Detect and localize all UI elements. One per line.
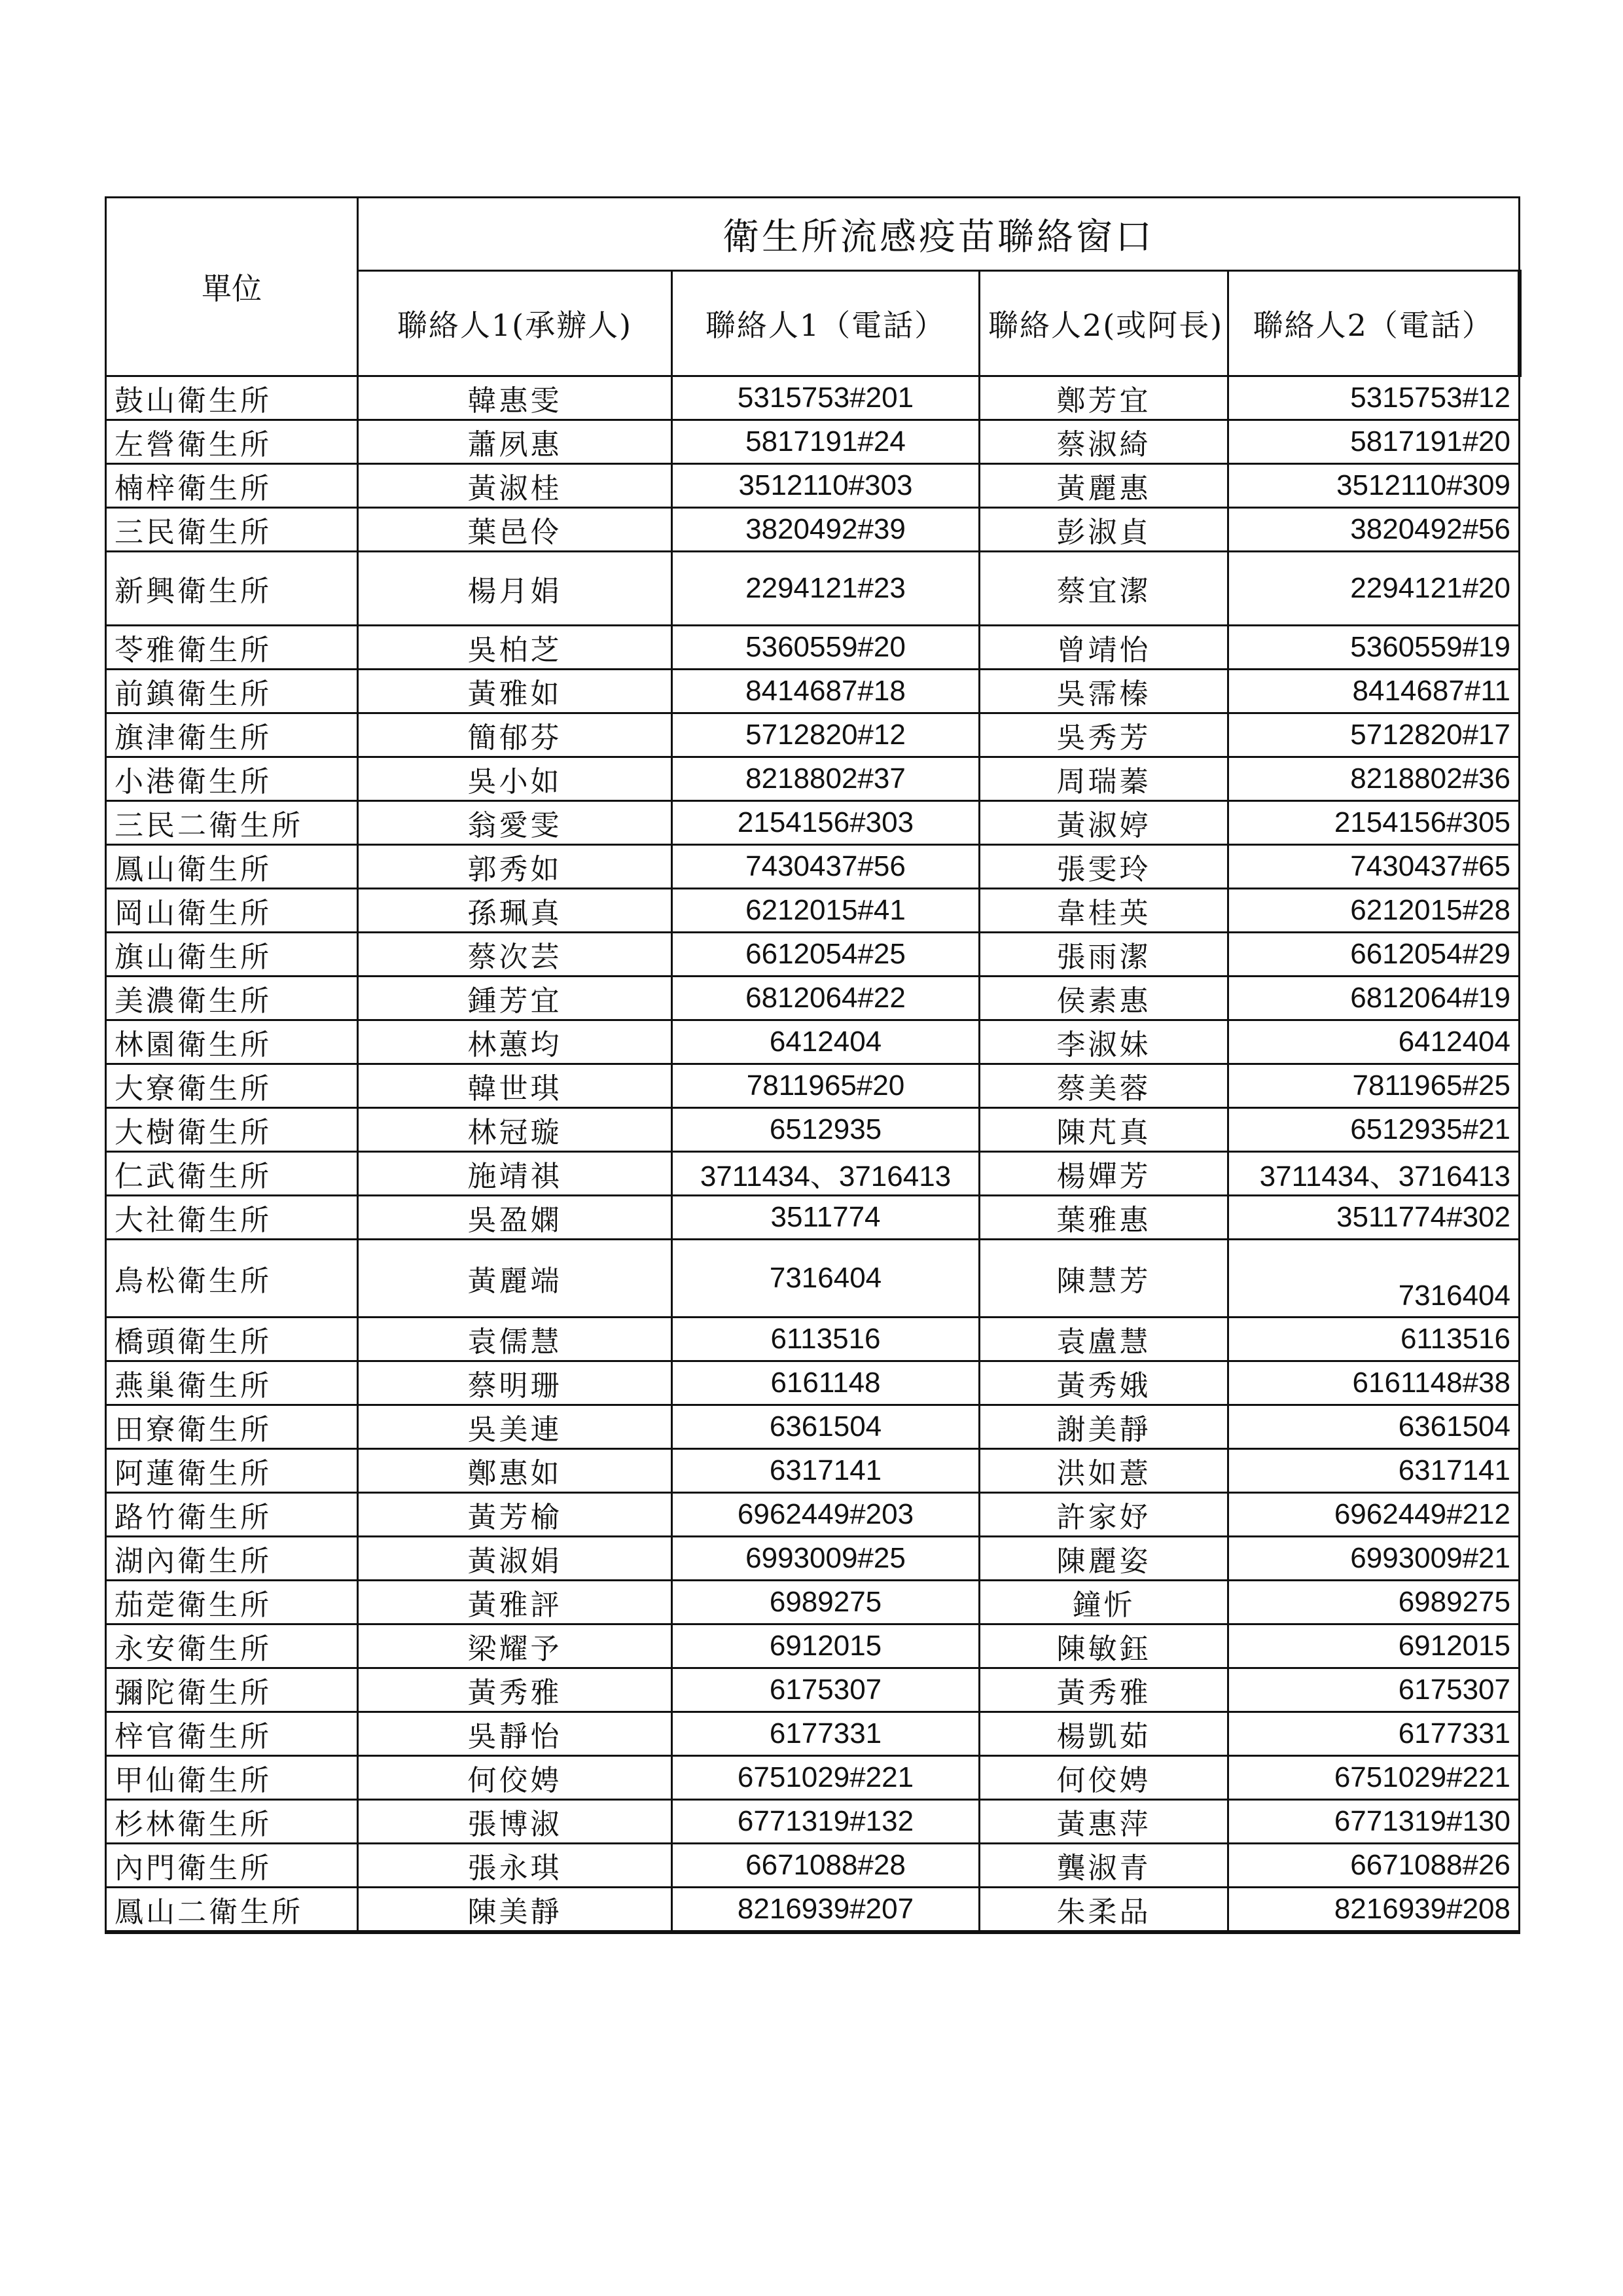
contact1-name-cell: 吳小如 [358,757,672,801]
contact1-name-cell: 黃秀雅 [358,1668,672,1712]
table-row [106,376,1520,420]
contact2-name-cell: 陳慧芳 [980,1240,1228,1318]
table-row [106,801,1520,845]
contact2-name-cell: 黃淑婷 [980,801,1228,845]
table-row [106,977,1520,1020]
contact1-phone-cell: 6912015 [672,1624,980,1668]
contact1-phone-cell: 6771319#132 [672,1800,980,1844]
contact1-phone-cell: 6361504 [672,1405,980,1449]
table-body [106,376,1520,1933]
contact1-phone-cell: 6962449#203 [672,1493,980,1537]
table-row [106,552,1520,626]
unit-cell: 燕巢衛生所 [106,1361,358,1405]
contact1-name-cell: 黃淑娟 [358,1537,672,1581]
contact1-phone-cell: 6993009#25 [672,1537,980,1581]
contact2-phone-cell: 5817191#20 [1228,420,1520,464]
table-row [106,1712,1520,1756]
contact1-phone-cell: 3511774 [672,1196,980,1240]
contact1-name-cell: 孫珮真 [358,889,672,933]
table-row [106,464,1520,508]
contact1-name-cell: 蕭夙惠 [358,420,672,464]
contact1-phone-cell: 8414687#18 [672,670,980,713]
unit-cell: 阿蓮衛生所 [106,1449,358,1493]
contact2-phone-cell: 3820492#56 [1228,508,1520,552]
table-row [106,757,1520,801]
unit-cell: 永安衛生所 [106,1624,358,1668]
contact2-name-cell: 陳敏鈺 [980,1624,1228,1668]
contact1-phone-cell: 5315753#201 [672,376,980,420]
contact1-name-cell: 吳美連 [358,1405,672,1449]
contact2-phone-cell: 6912015 [1228,1624,1520,1668]
table-title: 衛生所流感疫苗聯絡窗口 [358,198,1520,271]
contact1-phone-cell: 2154156#303 [672,801,980,845]
contact1-name-cell: 林蕙均 [358,1020,672,1064]
table-row [106,889,1520,933]
contact1-name-cell: 黃淑桂 [358,464,672,508]
contact1-phone-cell: 2294121#23 [672,552,980,626]
table-row [106,1196,1520,1240]
contact1-name-cell: 葉邑伶 [358,508,672,552]
contact1-name-cell: 鄭惠如 [358,1449,672,1493]
contact1-phone-cell: 6317141 [672,1449,980,1493]
contact2-name-cell: 陳芃真 [980,1108,1228,1152]
unit-cell: 茄萣衛生所 [106,1581,358,1624]
unit-cell: 彌陀衛生所 [106,1668,358,1712]
contact2-phone-cell: 6812064#19 [1228,977,1520,1020]
contact2-name-cell: 許家妤 [980,1493,1228,1537]
unit-cell: 林園衛生所 [106,1020,358,1064]
contact1-name-cell: 簡郁芬 [358,713,672,757]
contact2-name-cell: 鐘忻 [980,1581,1228,1624]
table-row [106,1800,1520,1844]
contact2-name-cell: 陳麗姿 [980,1537,1228,1581]
table-row [106,1020,1520,1064]
contact2-name-cell: 黃惠萍 [980,1800,1228,1844]
table-row [106,1108,1520,1152]
contact1-name-header: 聯絡人1(承辦人) [358,271,672,376]
contact2-name-cell: 蔡淑綺 [980,420,1228,464]
unit-cell: 內門衛生所 [106,1844,358,1888]
contact1-name-cell: 韓世琪 [358,1064,672,1108]
table-row [106,1844,1520,1888]
contact1-phone-cell: 6412404 [672,1020,980,1064]
contact2-phone-cell: 6962449#212 [1228,1493,1520,1537]
contact1-phone-header: 聯絡人1（電話） [672,271,980,376]
contact2-phone-cell: 2294121#20 [1228,552,1520,626]
table-row [106,420,1520,464]
contact2-phone-cell: 5712820#17 [1228,713,1520,757]
contact1-name-cell: 郭秀如 [358,845,672,889]
unit-cell: 鳳山二衛生所 [106,1888,358,1933]
contact1-phone-cell: 5817191#24 [672,420,980,464]
contact2-phone-cell: 6412404 [1228,1020,1520,1064]
table-row [106,1064,1520,1108]
contact1-name-cell: 黃雅評 [358,1581,672,1624]
contact2-phone-cell: 6161148#38 [1228,1361,1520,1405]
contact2-name-cell: 龔淑青 [980,1844,1228,1888]
table-row [106,933,1520,977]
contact2-name-cell: 黃秀娥 [980,1361,1228,1405]
contact2-phone-cell: 6113516 [1228,1318,1520,1361]
contact1-phone-cell: 6175307 [672,1668,980,1712]
table-row [106,1888,1520,1933]
contact2-phone-cell: 3512110#309 [1228,464,1520,508]
contact2-phone-header: 聯絡人2（電話） [1228,271,1520,376]
flu-vaccine-contact-table [105,196,1522,1934]
contact2-name-cell: 彭淑貞 [980,508,1228,552]
contact1-phone-cell: 6671088#28 [672,1844,980,1888]
unit-cell: 大寮衛生所 [106,1064,358,1108]
unit-cell: 楠梓衛生所 [106,464,358,508]
contact1-name-cell: 黃芳榆 [358,1493,672,1537]
contact1-phone-cell: 6177331 [672,1712,980,1756]
contact1-phone-cell: 6612054#25 [672,933,980,977]
table-row [106,1668,1520,1712]
contact1-name-cell: 蔡次芸 [358,933,672,977]
contact2-name-header: 聯絡人2(或阿長) [980,271,1228,376]
contact2-name-cell: 蔡美蓉 [980,1064,1228,1108]
unit-cell: 大社衛生所 [106,1196,358,1240]
contact2-name-cell: 楊嬋芳 [980,1152,1228,1196]
contact2-phone-cell: 8414687#11 [1228,670,1520,713]
contact2-phone-cell: 6771319#130 [1228,1800,1520,1844]
contact2-phone-cell: 6989275 [1228,1581,1520,1624]
contact2-phone-cell: 5360559#19 [1228,626,1520,670]
contact2-phone-cell: 8216939#208 [1228,1888,1520,1933]
contact2-name-cell: 周瑞蓁 [980,757,1228,801]
contact2-name-cell: 張雯玲 [980,845,1228,889]
contact2-phone-cell: 6612054#29 [1228,933,1520,977]
contact1-phone-cell: 6161148 [672,1361,980,1405]
unit-cell: 梓官衛生所 [106,1712,358,1756]
contact2-phone-cell: 6993009#21 [1228,1537,1520,1581]
contact2-name-cell: 袁盧慧 [980,1318,1228,1361]
title-row [106,198,1520,271]
contact2-phone-cell: 6212015#28 [1228,889,1520,933]
contact2-name-cell: 侯素惠 [980,977,1228,1020]
unit-cell: 美濃衛生所 [106,977,358,1020]
contact1-phone-cell: 3512110#303 [672,464,980,508]
contact2-name-cell: 吳秀芳 [980,713,1228,757]
unit-cell: 前鎮衛生所 [106,670,358,713]
contact2-name-cell: 謝美靜 [980,1405,1228,1449]
contact1-name-cell: 施靖祺 [358,1152,672,1196]
unit-cell: 橋頭衛生所 [106,1318,358,1361]
table-row [106,1756,1520,1800]
contact2-name-cell: 洪如薏 [980,1449,1228,1493]
contact2-phone-cell: 3711434、3716413 [1228,1152,1520,1196]
table-row [106,1449,1520,1493]
contact1-name-cell: 吳盈嫻 [358,1196,672,1240]
contact2-phone-cell: 3511774#302 [1228,1196,1520,1240]
contact1-name-cell: 張博淑 [358,1800,672,1844]
unit-cell: 左營衛生所 [106,420,358,464]
contact1-phone-cell: 7430437#56 [672,845,980,889]
contact1-name-cell: 蔡明珊 [358,1361,672,1405]
contact1-name-cell: 黃麗端 [358,1240,672,1318]
table-row [106,1361,1520,1405]
contact2-name-cell: 朱柔品 [980,1888,1228,1933]
unit-cell: 杉林衛生所 [106,1800,358,1844]
unit-cell: 大樹衛生所 [106,1108,358,1152]
contact2-name-cell: 楊凱茹 [980,1712,1228,1756]
contact1-phone-cell: 7811965#20 [672,1064,980,1108]
contact1-phone-cell: 6512935 [672,1108,980,1152]
unit-cell: 路竹衛生所 [106,1493,358,1537]
table-row [106,1624,1520,1668]
contact2-phone-cell: 6751029#221 [1228,1756,1520,1800]
table-row [106,508,1520,552]
unit-cell: 仁武衛生所 [106,1152,358,1196]
contact1-name-cell: 林冠璇 [358,1108,672,1152]
contact2-phone-cell: 6175307 [1228,1668,1520,1712]
contact-sheet [105,196,1518,1934]
table-row [106,670,1520,713]
unit-cell: 鼓山衛生所 [106,376,358,420]
contact2-name-cell: 鄭芳宜 [980,376,1228,420]
unit-cell: 三民衛生所 [106,508,358,552]
contact2-phone-cell: 7430437#65 [1228,845,1520,889]
table-row [106,1318,1520,1361]
contact1-phone-cell: 8216939#207 [672,1888,980,1933]
unit-cell: 旗津衛生所 [106,713,358,757]
contact2-phone-cell: 6671088#26 [1228,1844,1520,1888]
contact1-name-cell: 鍾芳宜 [358,977,672,1020]
table-row [106,1493,1520,1537]
unit-cell: 岡山衛生所 [106,889,358,933]
contact2-name-cell: 曾靖怡 [980,626,1228,670]
contact1-phone-cell: 6989275 [672,1581,980,1624]
contact1-name-cell: 翁愛雯 [358,801,672,845]
unit-cell: 田寮衛生所 [106,1405,358,1449]
unit-cell: 新興衛生所 [106,552,358,626]
table-row [106,1537,1520,1581]
contact2-name-cell: 韋桂英 [980,889,1228,933]
unit-cell: 三民二衛生所 [106,801,358,845]
unit-column-header: 單位 [106,198,358,376]
contact1-phone-cell: 7316404 [672,1240,980,1318]
table-row [106,1240,1520,1318]
contact1-phone-cell: 6751029#221 [672,1756,980,1800]
contact1-phone-cell: 6812064#22 [672,977,980,1020]
contact2-name-cell: 李淑妹 [980,1020,1228,1064]
contact1-phone-cell: 6212015#41 [672,889,980,933]
contact1-name-cell: 陳美靜 [358,1888,672,1933]
contact1-phone-cell: 5360559#20 [672,626,980,670]
contact2-phone-cell: 8218802#36 [1228,757,1520,801]
contact1-phone-cell: 5712820#12 [672,713,980,757]
contact1-name-cell: 黃雅如 [358,670,672,713]
unit-cell: 小港衛生所 [106,757,358,801]
table-row [106,713,1520,757]
contact2-name-cell: 黃麗惠 [980,464,1228,508]
unit-cell: 旗山衛生所 [106,933,358,977]
table-row [106,1152,1520,1196]
contact2-name-cell: 蔡宜潔 [980,552,1228,626]
contact2-name-cell: 何佼娉 [980,1756,1228,1800]
unit-cell: 湖內衛生所 [106,1537,358,1581]
contact2-name-cell: 葉雅惠 [980,1196,1228,1240]
table-row [106,626,1520,670]
unit-cell: 甲仙衛生所 [106,1756,358,1800]
contact2-name-cell: 張雨潔 [980,933,1228,977]
unit-cell: 苓雅衛生所 [106,626,358,670]
contact1-phone-cell: 3820492#39 [672,508,980,552]
contact2-phone-cell: 2154156#305 [1228,801,1520,845]
contact2-phone-cell: 7316404 [1228,1240,1520,1318]
table-row [106,1405,1520,1449]
contact2-phone-cell: 6512935#21 [1228,1108,1520,1152]
contact1-name-cell: 張永琪 [358,1844,672,1888]
contact2-phone-cell: 7811965#25 [1228,1064,1520,1108]
contact1-name-cell: 何佼娉 [358,1756,672,1800]
contact2-name-cell: 黃秀雅 [980,1668,1228,1712]
contact1-phone-cell: 6113516 [672,1318,980,1361]
contact1-phone-cell: 3711434、3716413 [672,1152,980,1196]
contact2-phone-cell: 6177331 [1228,1712,1520,1756]
contact2-phone-cell: 6317141 [1228,1449,1520,1493]
unit-cell: 鳥松衛生所 [106,1240,358,1318]
contact1-name-cell: 韓惠雯 [358,376,672,420]
table-row [106,1581,1520,1624]
contact1-name-cell: 楊月娟 [358,552,672,626]
contact1-name-cell: 袁儒慧 [358,1318,672,1361]
table-row [106,845,1520,889]
contact1-name-cell: 吳靜怡 [358,1712,672,1756]
contact2-phone-cell: 5315753#12 [1228,376,1520,420]
contact1-name-cell: 吳柏芝 [358,626,672,670]
contact1-name-cell: 梁耀予 [358,1624,672,1668]
contact2-phone-cell: 6361504 [1228,1405,1520,1449]
unit-cell: 鳳山衛生所 [106,845,358,889]
contact2-name-cell: 吳霈榛 [980,670,1228,713]
contact1-phone-cell: 8218802#37 [672,757,980,801]
